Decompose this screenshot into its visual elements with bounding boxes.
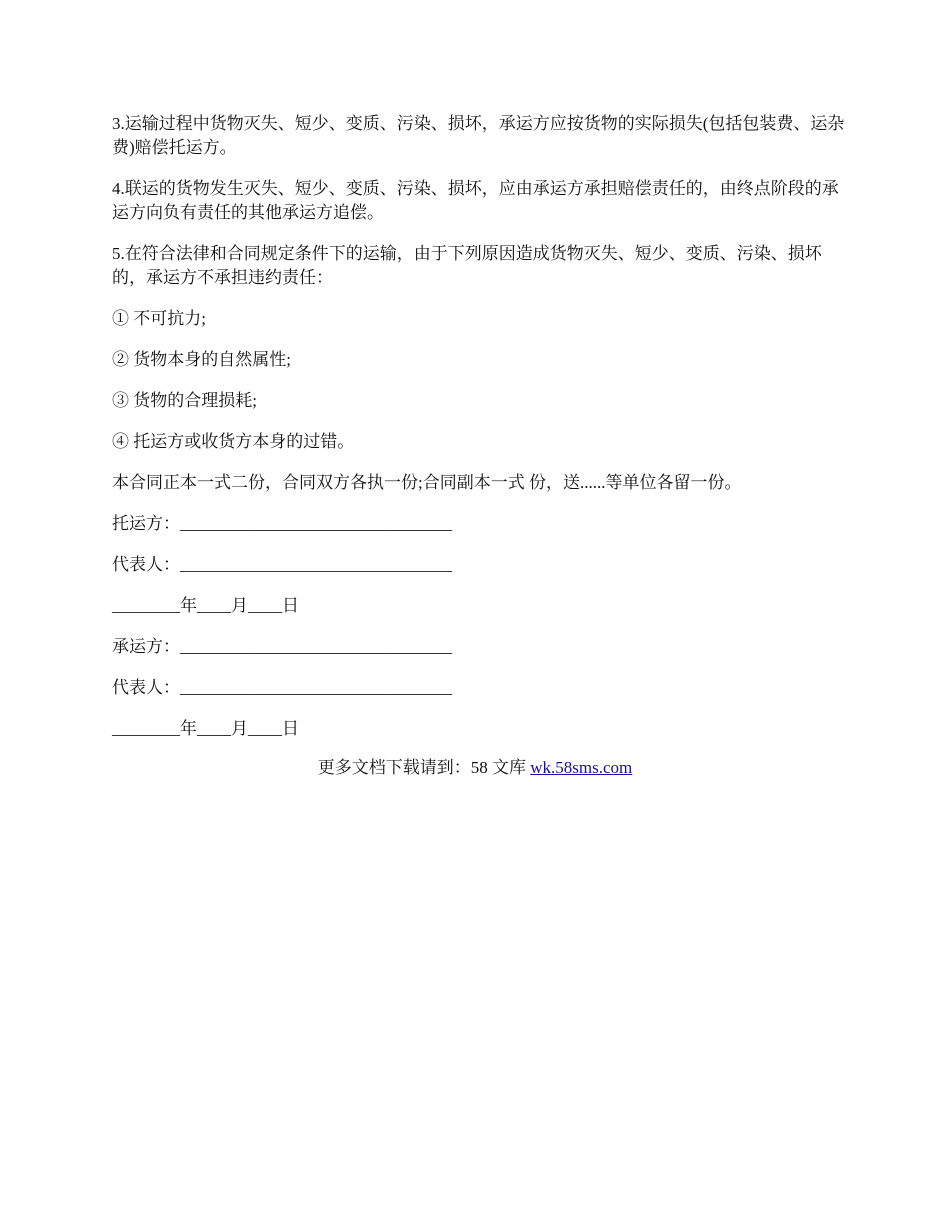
exemption-item-3: ③ 货物的合理损耗; xyxy=(112,391,257,410)
shipper-date-line: ________年____月____日 xyxy=(112,596,299,615)
footer-link[interactable]: wk.58sms.com xyxy=(530,758,633,777)
shipper-representative-line: 代表人：________________________________ xyxy=(112,555,452,574)
clause-5: 5.在符合法律和合同规定条件下的运输，由于下列原因造成货物灭失、短少、变质、污染、损坏的，承运方不承担违约责任： xyxy=(112,244,822,287)
document-body xyxy=(112,112,852,758)
exemption-item-4: ④ 托运方或收货方本身的过错。 xyxy=(112,432,355,451)
carrier-signature-line: 承运方：________________________________ xyxy=(112,637,452,656)
copies-clause: 本合同正本一式二份，合同双方各执一份;合同副本一式 份，送......等单位各留一份。 xyxy=(112,473,742,492)
footer-text: 更多文档下载请到：58 文库 xyxy=(317,758,531,777)
shipper-signature-line: 托运方：________________________________ xyxy=(112,514,452,533)
download-footer xyxy=(0,756,950,780)
clause-3: 3.运输过程中货物灭失、短少、变质、污染、损坏，承运方应按货物的实际损失(包括包装费、运杂费)赔偿托运方。 xyxy=(112,114,845,157)
exemption-item-1: ① 不可抗力; xyxy=(112,309,206,328)
exemption-item-2: ② 货物本身的自然属性; xyxy=(112,350,291,369)
carrier-date-line: ________年____月____日 xyxy=(112,719,299,738)
clause-4: 4.联运的货物发生灭失、短少、变质、污染、损坏，应由承运方承担赔偿责任的，由终点阶段的承运方向负有责任的其他承运方追偿。 xyxy=(112,179,839,222)
carrier-representative-line: 代表人：________________________________ xyxy=(112,678,452,697)
